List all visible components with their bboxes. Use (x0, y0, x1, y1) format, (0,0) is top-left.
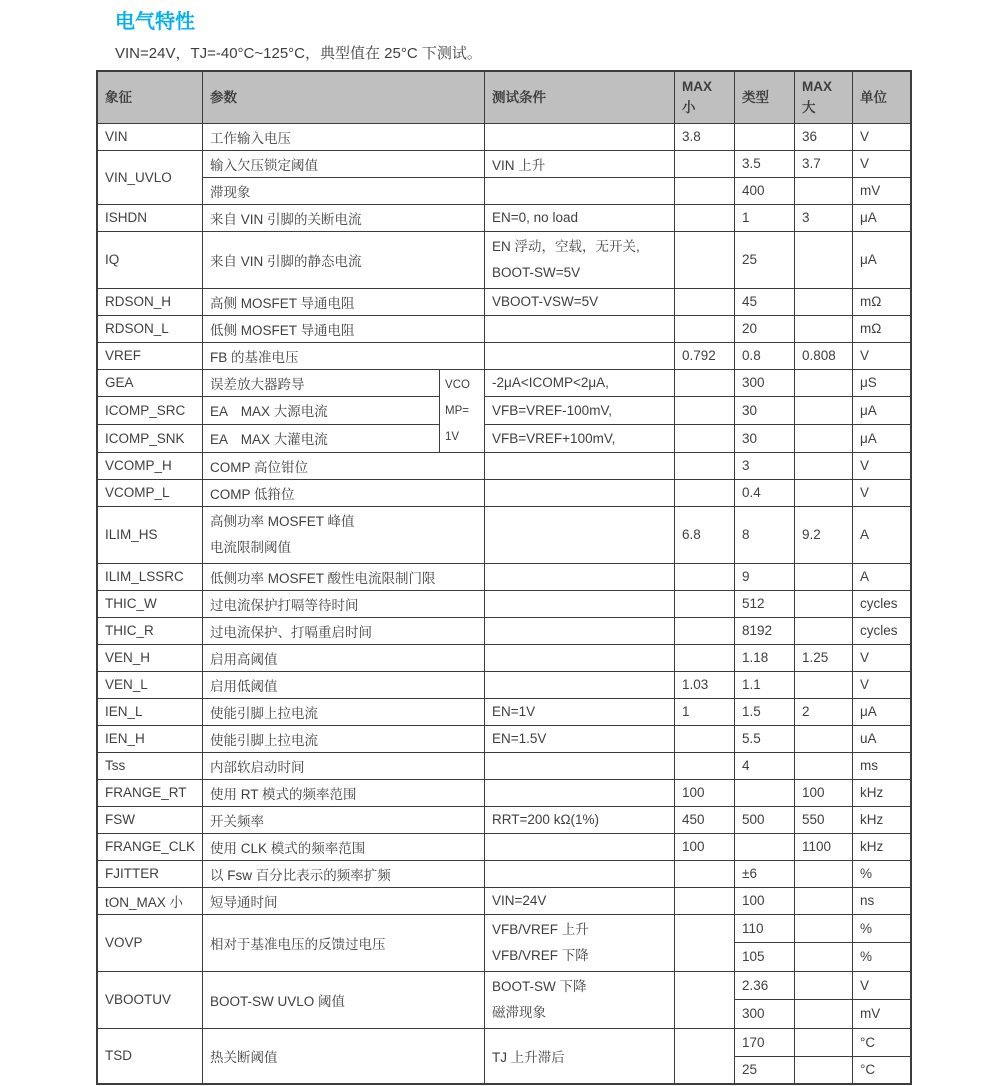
cell-parameter: 以 Fsw 百分比表示的频率扩频 (203, 860, 485, 887)
cell-max: 1.25 (795, 644, 853, 671)
cell-min (675, 397, 735, 425)
cell-typ (735, 833, 795, 860)
cell-typ: 105 (735, 943, 795, 972)
cell-symbol: ICOMP_SNK (97, 424, 203, 452)
cell-unit: mV (853, 1000, 911, 1029)
table-row (97, 424, 911, 452)
cell-typ: 5.5 (735, 725, 795, 752)
cell-typ: 25 (735, 1056, 795, 1084)
cell-parameter: 使用 RT 模式的频率范围 (203, 779, 485, 806)
table-row (97, 725, 911, 752)
cell-max: 550 (795, 806, 853, 833)
table-row (97, 177, 911, 204)
cell-unit: cycles (853, 617, 911, 644)
cell-min (675, 315, 735, 342)
cell-unit: mV (853, 177, 911, 204)
cell-max (795, 725, 853, 752)
cell-typ (735, 123, 795, 150)
cell-typ: 30 (735, 424, 795, 452)
cell-max (795, 887, 853, 914)
cell-parameter: 低侧功率 MOSFET 酸性电流限制门限 (203, 563, 485, 590)
table-row (97, 914, 911, 943)
cell-unit: V (853, 479, 911, 506)
table-row (97, 452, 911, 479)
cell-condition: VFB/VREF 上升 VFB/VREF 下降 (485, 914, 675, 971)
cell-unit: ms (853, 752, 911, 779)
cell-typ: 1 (735, 204, 795, 231)
col-header-typical: 类型 (735, 71, 795, 123)
cell-parameter: 内部软启动时间 (203, 752, 485, 779)
cell-parameter: 来自 VIN 引脚的静态电流 (203, 231, 485, 288)
cell-condition: EN=0, no load (485, 204, 675, 231)
cell-symbol: VOVP (97, 914, 203, 971)
cell-min (675, 1028, 735, 1084)
cell-parameter: EA MAX 大源电流 (203, 397, 440, 425)
table-row (97, 369, 911, 397)
cell-condition: -2μA<ICOMP<2μA, (485, 369, 675, 397)
cell-symbol: THIC_R (97, 617, 203, 644)
cell-condition: VFB=VREF-100mV, (485, 397, 675, 425)
cell-typ (735, 779, 795, 806)
table-row (97, 644, 911, 671)
cell-parameter: 启用高阈值 (203, 644, 485, 671)
cell-symbol: IQ (97, 231, 203, 288)
cell-symbol: VIN (97, 123, 203, 150)
cell-parameter: 使能引脚上拉电流 (203, 698, 485, 725)
cell-typ: ±6 (735, 860, 795, 887)
cell-symbol: tON_MAX 小 (97, 887, 203, 914)
cell-max (795, 1056, 853, 1084)
cell-symbol: VCOMP_L (97, 479, 203, 506)
col-header-test-condition: 测试条件 (485, 71, 675, 123)
cell-parameter: 误差放大器跨导 (203, 369, 440, 397)
cell-symbol: IEN_H (97, 725, 203, 752)
cell-condition (485, 644, 675, 671)
cell-max: 1100 (795, 833, 853, 860)
cell-parameter: BOOT-SW UVLO 阈值 (203, 971, 485, 1028)
cell-typ: 400 (735, 177, 795, 204)
cell-vcomp-note: VCO MP= 1V (440, 369, 485, 452)
cell-max: 9.2 (795, 506, 853, 563)
cell-typ: 30 (735, 397, 795, 425)
cell-condition (485, 563, 675, 590)
table-row (97, 590, 911, 617)
cell-max (795, 424, 853, 452)
cell-symbol: THIC_W (97, 590, 203, 617)
cell-unit: μA (853, 231, 911, 288)
cell-symbol: ICOMP_SRC (97, 397, 203, 425)
cell-min (675, 563, 735, 590)
cell-parameter: 低侧 MOSFET 导通电阻 (203, 315, 485, 342)
cell-parameter: 输入欠压锁定阈值 (203, 150, 485, 177)
cell-max: 100 (795, 779, 853, 806)
cell-parameter: 开关频率 (203, 806, 485, 833)
cell-unit: V (853, 123, 911, 150)
cell-max (795, 177, 853, 204)
cell-max (795, 860, 853, 887)
cell-typ: 300 (735, 1000, 795, 1029)
cell-min (675, 590, 735, 617)
table-row (97, 150, 911, 177)
cell-parameter: 高侧 MOSFET 导通电阻 (203, 288, 485, 315)
table-row (97, 779, 911, 806)
cell-typ: 1.18 (735, 644, 795, 671)
col-header-parameter: 参数 (203, 71, 485, 123)
cell-condition (485, 833, 675, 860)
col-header-symbol: 象征 (97, 71, 203, 123)
cell-min: 450 (675, 806, 735, 833)
cell-typ: 3.5 (735, 150, 795, 177)
cell-max: 3 (795, 204, 853, 231)
header-row (97, 71, 911, 123)
cell-symbol: FRANGE_RT (97, 779, 203, 806)
cell-max (795, 943, 853, 972)
cell-condition (485, 752, 675, 779)
cell-typ: 512 (735, 590, 795, 617)
cell-min (675, 424, 735, 452)
cell-min (675, 617, 735, 644)
cell-max (795, 231, 853, 288)
cell-parameter: 短导通时间 (203, 887, 485, 914)
cell-unit: V (853, 150, 911, 177)
cell-typ: 300 (735, 369, 795, 397)
cell-min (675, 369, 735, 397)
cell-symbol: ILIM_HS (97, 506, 203, 563)
table-row (97, 833, 911, 860)
cell-parameter: 启用低阈值 (203, 671, 485, 698)
cell-typ: 2.36 (735, 971, 795, 1000)
cell-max (795, 590, 853, 617)
cell-unit: μA (853, 204, 911, 231)
cell-unit: kHz (853, 833, 911, 860)
cell-typ: 8 (735, 506, 795, 563)
cell-max (795, 1000, 853, 1029)
cell-symbol: VEN_H (97, 644, 203, 671)
cell-unit: cycles (853, 590, 911, 617)
cell-unit: V (853, 671, 911, 698)
cell-typ: 1.1 (735, 671, 795, 698)
cell-min (675, 971, 735, 1028)
cell-unit: % (853, 914, 911, 943)
cell-min: 6.8 (675, 506, 735, 563)
cell-symbol: GEA (97, 369, 203, 397)
cell-parameter: 工作输入电压 (203, 123, 485, 150)
cell-parameter: 过电流保护打嗝等待时间 (203, 590, 485, 617)
table-row (97, 671, 911, 698)
cell-min: 3.8 (675, 123, 735, 150)
cell-typ: 0.4 (735, 479, 795, 506)
cell-symbol: Tss (97, 752, 203, 779)
cell-symbol: IEN_L (97, 698, 203, 725)
cell-min (675, 204, 735, 231)
cell-max: 2 (795, 698, 853, 725)
cell-min (675, 914, 735, 971)
cell-max (795, 479, 853, 506)
cell-unit: % (853, 860, 911, 887)
cell-unit: μA (853, 698, 911, 725)
col-header-unit: 单位 (853, 71, 911, 123)
cell-max (795, 288, 853, 315)
cell-condition (485, 123, 675, 150)
cell-parameter: 过电流保护、打嗝重启时间 (203, 617, 485, 644)
cell-unit: V (853, 644, 911, 671)
cell-min (675, 644, 735, 671)
cell-typ: 3 (735, 452, 795, 479)
cell-symbol: FJITTER (97, 860, 203, 887)
cell-typ: 9 (735, 563, 795, 590)
cell-max (795, 563, 853, 590)
cell-unit: V (853, 971, 911, 1000)
cell-condition: EN 浮动，空载，无开关, BOOT-SW=5V (485, 231, 675, 288)
cell-condition (485, 779, 675, 806)
table-row (97, 971, 911, 1000)
cell-unit: ns (853, 887, 911, 914)
cell-condition: BOOT-SW 下降 磁滞现象 (485, 971, 675, 1028)
cell-condition: TJ 上升滞后 (485, 1028, 675, 1084)
cell-typ: 4 (735, 752, 795, 779)
cell-typ: 0.8 (735, 342, 795, 369)
table-row (97, 288, 911, 315)
cell-typ: 100 (735, 887, 795, 914)
cell-unit: mΩ (853, 288, 911, 315)
cell-min (675, 452, 735, 479)
cell-max (795, 752, 853, 779)
cell-max (795, 914, 853, 943)
test-conditions-note: VIN=24V，TJ=-40°C~125°C，典型值在 25°C 下测试。 (115, 45, 482, 62)
page-title: 电气特性 (115, 11, 195, 33)
cell-condition (485, 315, 675, 342)
cell-max (795, 397, 853, 425)
cell-unit: % (853, 943, 911, 972)
cell-unit: mΩ (853, 315, 911, 342)
cell-parameter: 热关断阈值 (203, 1028, 485, 1084)
cell-unit: μA (853, 424, 911, 452)
cell-condition: EN=1V (485, 698, 675, 725)
cell-parameter: FB 的基准电压 (203, 342, 485, 369)
cell-condition: VIN 上升 (485, 150, 675, 177)
cell-parameter: COMP 低箝位 (203, 479, 485, 506)
cell-condition: EN=1.5V (485, 725, 675, 752)
cell-typ: 25 (735, 231, 795, 288)
cell-condition: RRT=200 kΩ(1%) (485, 806, 675, 833)
electrical-characteristics-table (96, 70, 912, 1085)
cell-min: 0.792 (675, 342, 735, 369)
cell-condition (485, 177, 675, 204)
cell-symbol: VEN_L (97, 671, 203, 698)
cell-min (675, 887, 735, 914)
cell-typ: 170 (735, 1028, 795, 1056)
cell-min (675, 479, 735, 506)
cell-symbol: VCOMP_H (97, 452, 203, 479)
cell-symbol: FSW (97, 806, 203, 833)
cell-min: 100 (675, 833, 735, 860)
cell-max: 3.7 (795, 150, 853, 177)
cell-unit: kHz (853, 806, 911, 833)
cell-parameter: 使能引脚上拉电流 (203, 725, 485, 752)
table-row (97, 698, 911, 725)
cell-condition (485, 671, 675, 698)
table-row (97, 123, 911, 150)
cell-condition: VFB=VREF+100mV, (485, 424, 675, 452)
table-row (97, 315, 911, 342)
cell-parameter: 滞现象 (203, 177, 485, 204)
cell-max (795, 452, 853, 479)
cell-unit: V (853, 342, 911, 369)
table-row (97, 479, 911, 506)
cell-symbol: VBOOTUV (97, 971, 203, 1028)
cell-min (675, 752, 735, 779)
cell-unit: V (853, 452, 911, 479)
cell-typ: 8192 (735, 617, 795, 644)
cell-unit: °C (853, 1056, 911, 1084)
cell-condition (485, 860, 675, 887)
cell-condition (485, 506, 675, 563)
cell-typ: 110 (735, 914, 795, 943)
cell-symbol: VIN_UVLO (97, 150, 203, 204)
cell-unit: A (853, 506, 911, 563)
cell-parameter: EA MAX 大灌电流 (203, 424, 440, 452)
table-row (97, 860, 911, 887)
cell-min (675, 150, 735, 177)
cell-max (795, 369, 853, 397)
cell-unit: μA (853, 397, 911, 425)
cell-typ: 45 (735, 288, 795, 315)
table-row (97, 231, 911, 288)
table-row (97, 342, 911, 369)
table-row (97, 1028, 911, 1056)
cell-symbol: ILIM_LSSRC (97, 563, 203, 590)
cell-max (795, 1028, 853, 1056)
cell-symbol: RDSON_H (97, 288, 203, 315)
cell-condition (485, 342, 675, 369)
cell-parameter: 高侧功率 MOSFET 峰值 电流限制阈值 (203, 506, 485, 563)
cell-symbol: ISHDN (97, 204, 203, 231)
cell-min: 1.03 (675, 671, 735, 698)
table-row (97, 806, 911, 833)
cell-max: 0.808 (795, 342, 853, 369)
cell-max (795, 315, 853, 342)
col-header-max: MAX 大 (795, 71, 853, 123)
cell-typ: 20 (735, 315, 795, 342)
cell-min: 100 (675, 779, 735, 806)
table-row (97, 506, 911, 563)
cell-unit: kHz (853, 779, 911, 806)
cell-min (675, 860, 735, 887)
col-header-min: MAX 小 (675, 71, 735, 123)
cell-condition (485, 590, 675, 617)
cell-parameter: 相对于基准电压的反馈过电压 (203, 914, 485, 971)
cell-min (675, 288, 735, 315)
cell-parameter: COMP 高位钳位 (203, 452, 485, 479)
table-row (97, 887, 911, 914)
table-row (97, 204, 911, 231)
cell-unit: A (853, 563, 911, 590)
table-row (97, 397, 911, 425)
cell-symbol: FRANGE_CLK (97, 833, 203, 860)
cell-condition: VIN=24V (485, 887, 675, 914)
cell-unit: °C (853, 1028, 911, 1056)
cell-symbol: RDSON_L (97, 315, 203, 342)
cell-min (675, 725, 735, 752)
cell-typ: 1.5 (735, 698, 795, 725)
cell-condition (485, 452, 675, 479)
cell-unit: μS (853, 369, 911, 397)
table-row (97, 752, 911, 779)
table-row (97, 563, 911, 590)
cell-max (795, 971, 853, 1000)
table-row (97, 617, 911, 644)
cell-unit: uA (853, 725, 911, 752)
cell-condition (485, 617, 675, 644)
cell-condition (485, 479, 675, 506)
cell-symbol: VREF (97, 342, 203, 369)
cell-parameter: 来自 VIN 引脚的关断电流 (203, 204, 485, 231)
cell-typ: 500 (735, 806, 795, 833)
cell-max: 36 (795, 123, 853, 150)
cell-condition: VBOOT-VSW=5V (485, 288, 675, 315)
cell-symbol: TSD (97, 1028, 203, 1084)
cell-min (675, 231, 735, 288)
cell-parameter: 使用 CLK 模式的频率范围 (203, 833, 485, 860)
cell-min: 1 (675, 698, 735, 725)
cell-max (795, 671, 853, 698)
cell-max (795, 617, 853, 644)
cell-min (675, 177, 735, 204)
